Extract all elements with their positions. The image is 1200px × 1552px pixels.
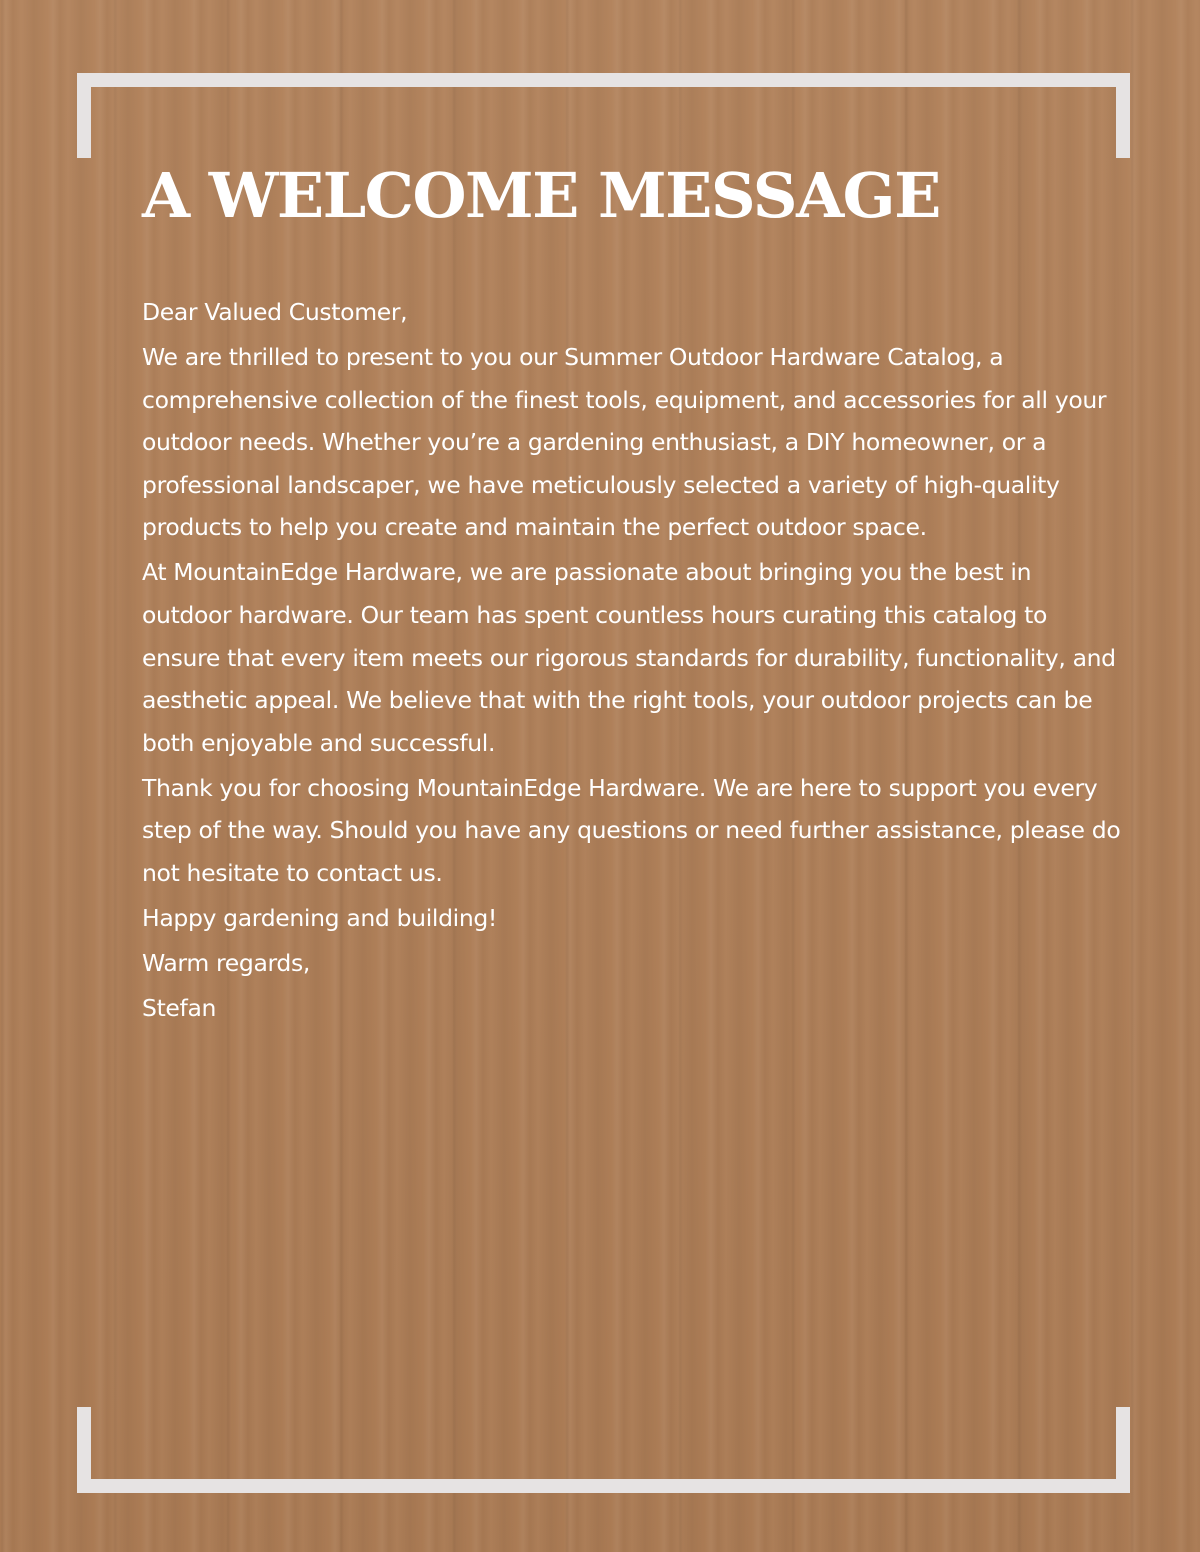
- paragraph-about: At MountainEdge Hardware, we are passionate about bringing you the best in outdoor hardware. Our team has spent countless hours curating this catalog to ensure that every item meets our rigorous standards for durability, functionality, and aesthetic appeal. We believe that with the right tools, your outdoor projects can be both enjoyable and successful.: [142, 558, 1116, 757]
- top-frame-bracket: [77, 73, 1130, 158]
- paragraph-thanks: Thank you for choosing MountainEdge Hardware. We are here to support you every step of the way. Should you have any questions or need further assistance, please do not hesitate to contact us.: [142, 773, 1121, 887]
- closing-line: Happy gardening and building!: [142, 903, 498, 932]
- salutation: Dear Valued Customer,: [142, 298, 408, 326]
- signoff: Warm regards,: [142, 948, 310, 977]
- bottom-frame-bracket: [77, 1407, 1130, 1493]
- signature: Stefan: [142, 993, 217, 1022]
- letter-body: [142, 291, 1127, 1032]
- page-title: A WELCOME MESSAGE: [142, 159, 940, 232]
- paragraph-intro: We are thrilled to present to you our Summer Outdoor Hardware Catalog, a comprehensive collection of the finest tools, equipment, and accessories for all your outdoor needs. Whether you’re a gardening enthusiast, a DIY homeowner, or a professional landscaper, we have meticulously selected a variety of high-quality products to help you create and maintain the perfect outdoor space.: [142, 342, 1107, 542]
